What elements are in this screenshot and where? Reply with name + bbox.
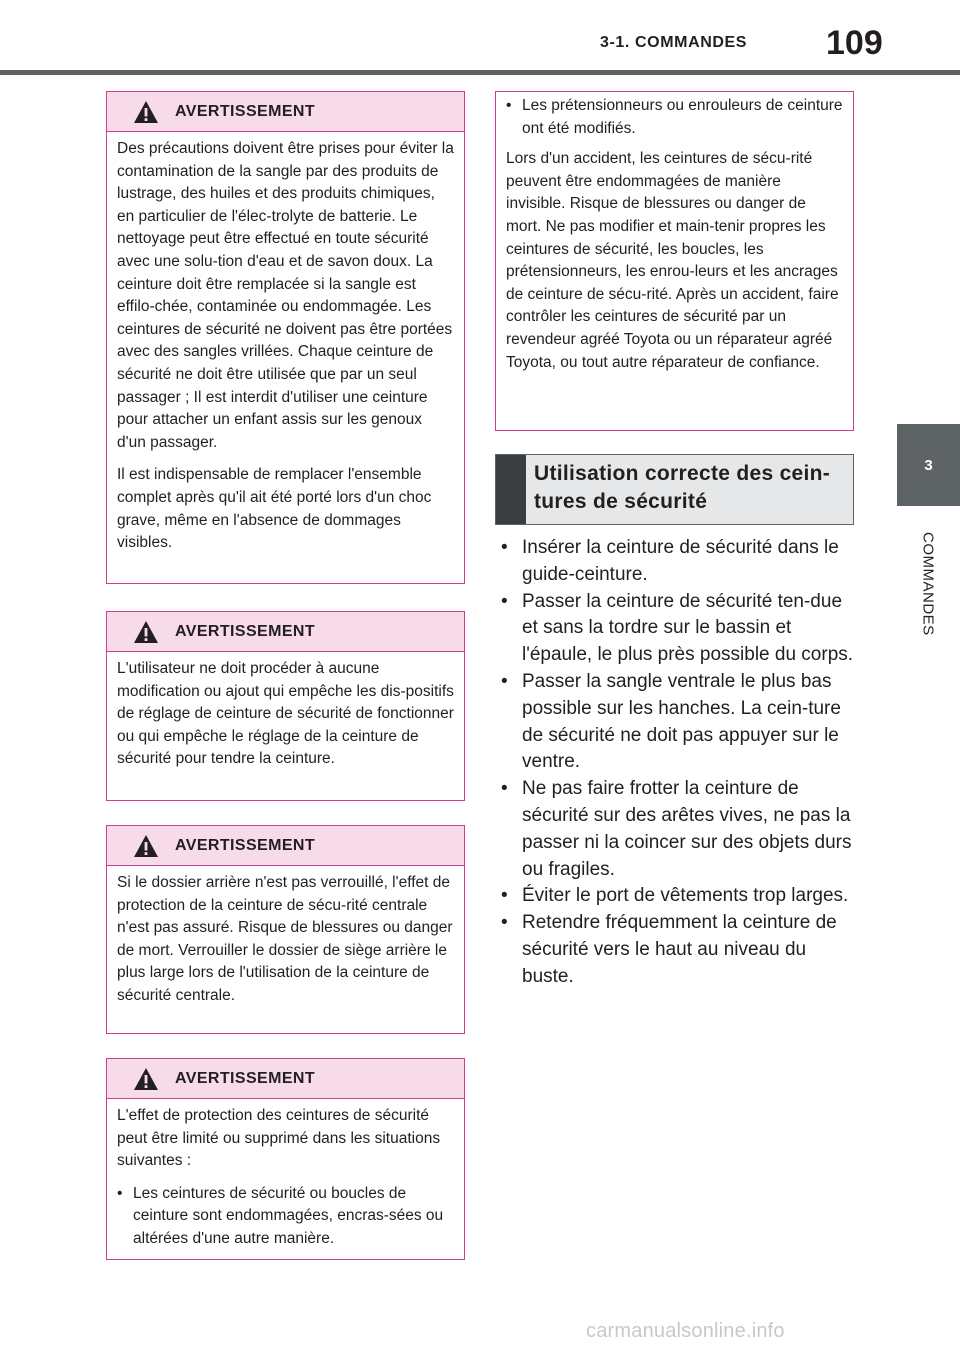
section-title: 3-1. COMMANDES xyxy=(600,34,748,51)
warning-box xyxy=(106,91,465,584)
instruction-item: • Passer la ceinture de sécurité ten-due et sans la tordre sur le bassin et l'épaule, le plus près possible du corps. xyxy=(496,589,856,669)
chapter-label: COMMANDES xyxy=(919,532,937,636)
warning-title: AVERTISSEMENT xyxy=(175,1069,316,1087)
header-rule xyxy=(0,70,960,75)
warning-list xyxy=(117,1183,454,1251)
page-number: 109 xyxy=(826,24,883,62)
warning-body xyxy=(107,132,464,555)
warning-box xyxy=(106,611,465,801)
warning-title: AVERTISSEMENT xyxy=(175,102,316,120)
warning-title: AVERTISSEMENT xyxy=(175,622,316,640)
warning-body xyxy=(107,866,464,1008)
warning-header xyxy=(107,1059,464,1099)
heading-bar xyxy=(496,455,526,524)
warning-triangle-icon xyxy=(133,620,159,644)
section-heading xyxy=(495,454,854,525)
watermark: carmanualsonline.info xyxy=(586,1320,785,1342)
warning-paragraph: L'utilisateur ne doit procéder à aucune modification ou ajout qui empêche les dis-positifs de réglage de ceinture de sécurité de fonctionner ou qui empêche le réglage de la ceinture de sécurité pour tendre la ceinture. xyxy=(117,660,454,768)
warning-paragraph: Si le dossier arrière n'est pas verrouillé, l'effet de protection de la ceinture de sécu-rité centrale n'est pas assuré. Risque de blessures ou danger de mort. Verrouiller le dossier de siège arrière le plus large lors de l'utilisation de la ceinture de sécurité centrale. xyxy=(117,874,453,1004)
instruction-list xyxy=(496,535,856,991)
warning-box xyxy=(106,1058,465,1260)
instruction-item: • Insérer la ceinture de sécurité dans le guide-ceinture. xyxy=(496,535,856,589)
warning-list xyxy=(506,95,843,140)
section-heading-text: Utilisation correcte des cein-tures de sécurité xyxy=(534,462,831,513)
warning-triangle-icon xyxy=(133,100,159,124)
warning-box-continued xyxy=(495,91,854,431)
warning-paragraph: Lors d'un accident, les ceintures de sécu-rité peuvent être endommagées de manière invisible. Risque de blessures ou danger de mort. Ne pas modifier et main-tenir propres les ceintures de sécurité, les boucles, les prétensionneurs, les enrou-leurs et les ancrages de ceinture de sécu-rité. Après un accident, faire contrôler les ceintures de sécurité par un revendeur agréé Toyota ou un réparateur agréé Toyota, ou tout autre réparateur de confiance. xyxy=(506,150,839,371)
warning-body xyxy=(496,92,853,374)
chapter-number: 3 xyxy=(924,456,933,474)
instruction-item: • Éviter le port de vêtements trop larges. xyxy=(496,883,856,910)
warning-paragraph: Des précautions doivent être prises pour éviter la contamination de la sangle par des produits de lustrage, des huiles et des produits chimiques, en particulier de l'élec-trolyte de batterie. Le nettoyage peut être effectué en toute sécurité avec une solu-tion d'eau et de savon doux. La ceinture doit être remplacée si la sangle est effilo-chée, contaminée ou endommagée. Les ceintures de sécurité ne doivent pas être portées avec des sangles vrillées. Chaque ceinture de sécurité ne doit être utilisée que par un seul passager ; Il est interdit d'utiliser une ceinture pour attacher un enfant assis sur les genoux d'un passager. xyxy=(117,140,454,451)
warning-title: AVERTISSEMENT xyxy=(175,836,316,854)
warning-box xyxy=(106,825,465,1034)
instruction-item: • Retendre fréquemment la ceinture de sécurité vers le haut au niveau du buste. xyxy=(496,910,856,990)
warning-triangle-icon xyxy=(133,834,159,858)
warning-paragraph: L'effet de protection des ceintures de sécurité peut être limité ou supprimé dans les situations suivantes : xyxy=(117,1107,441,1170)
warning-body xyxy=(107,1099,464,1251)
warning-paragraph: Il est indispensable de remplacer l'ensemble complet après qu'il ait été porté lors d'un choc grave, même en l'absence de dommages visibles. xyxy=(117,466,432,552)
warning-body xyxy=(107,652,464,771)
warning-list-item: • Les prétensionneurs ou enrouleurs de ceinture ont été modifiés. xyxy=(506,95,843,140)
instruction-item: • Ne pas faire frotter la ceinture de sécurité sur des arêtes vives, ne pas la passer ni la coincer sur des objets durs ou fragiles. xyxy=(496,776,856,883)
warning-header xyxy=(107,826,464,866)
warning-list-item: • Les ceintures de sécurité ou boucles de ceinture sont endommagées, encras-sées ou altérées d'une autre manière. xyxy=(117,1183,454,1251)
warning-header xyxy=(107,92,464,132)
instruction-item: • Passer la sangle ventrale le plus bas possible sur les hanches. La cein-ture de sécurité ne doit pas appuyer sur le ventre. xyxy=(496,669,856,776)
warning-header xyxy=(107,612,464,652)
warning-triangle-icon xyxy=(133,1067,159,1091)
chapter-tab[interactable] xyxy=(897,424,960,506)
